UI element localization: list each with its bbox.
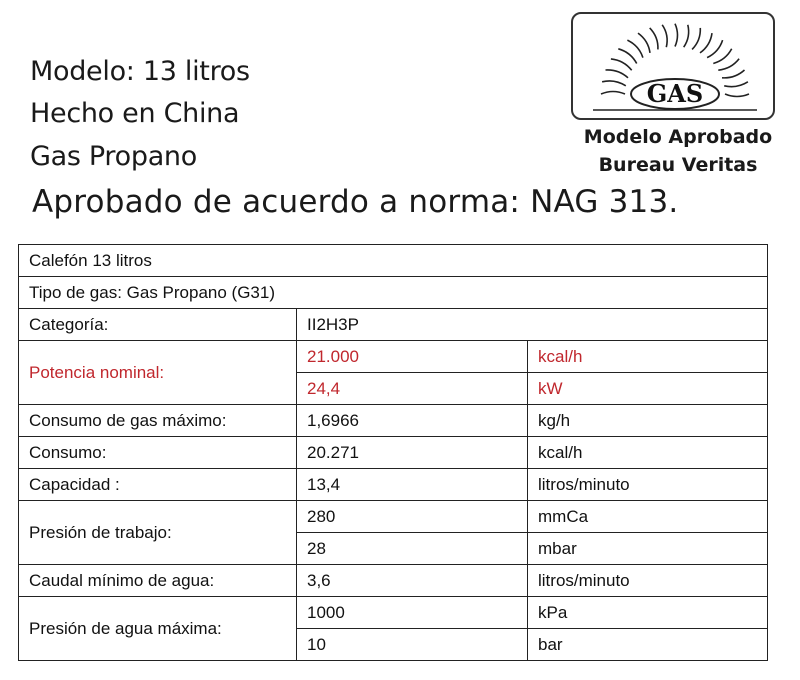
capacidad-value: 13,4 (297, 469, 528, 501)
gas-text: Gas Propano (30, 141, 197, 172)
table-row (19, 501, 768, 533)
potencia-value-2: 24,4 (297, 373, 528, 405)
sun-ray (606, 70, 629, 78)
sun-ray (602, 81, 626, 86)
spec-table (18, 244, 768, 661)
table-row (19, 565, 768, 597)
presion-trabajo-value-2: 28 (297, 533, 528, 565)
capacidad-unit: litros/minuto (528, 469, 768, 501)
sun-ray (601, 92, 625, 95)
table-row (19, 245, 768, 277)
sun-ray (675, 24, 678, 47)
table-row (19, 437, 768, 469)
table-row (19, 277, 768, 309)
consumo-max-unit: kg/h (528, 405, 768, 437)
table-row (19, 597, 768, 629)
table-title: Calefón 13 litros (19, 245, 768, 277)
presion-agua-value-1: 1000 (297, 597, 528, 629)
consumo-value: 20.271 (297, 437, 528, 469)
approved-line-1: Modelo Aprobado (583, 126, 773, 148)
presion-trabajo-unit-1: mmCa (528, 501, 768, 533)
potencia-value-1: 21.000 (297, 341, 528, 373)
presion-agua-label: Presión de agua máxima: (19, 597, 297, 661)
potencia-label: Potencia nominal: (19, 341, 297, 405)
approved-line-2: Bureau Veritas (598, 154, 758, 176)
presion-agua-unit-1: kPa (528, 597, 768, 629)
presion-agua-value-2: 10 (297, 629, 528, 661)
sun-ray (700, 33, 712, 53)
sun-ray (692, 28, 700, 50)
origin-text: Hecho en China (30, 98, 240, 129)
sun-ray (611, 59, 632, 70)
potencia-unit-1: kcal/h (528, 341, 768, 373)
gas-type-cell: Tipo de gas: Gas Propano (G31) (19, 277, 768, 309)
model-text: Modelo: 13 litros (30, 56, 250, 87)
sun-ray (725, 94, 749, 97)
capacidad-label: Capacidad : (19, 469, 297, 501)
table-row (19, 405, 768, 437)
consumo-label: Consumo: (19, 437, 297, 469)
consumo-unit: kcal/h (528, 437, 768, 469)
sun-ray (724, 82, 748, 87)
norma-text: Aprobado de acuerdo a norma: NAG 313. (32, 184, 679, 220)
table-row (19, 309, 768, 341)
sunburst-icon (573, 14, 775, 120)
presion-trabajo-value-1: 280 (297, 501, 528, 533)
categoria-label: Categoría: (19, 309, 297, 341)
caudal-unit: litros/minuto (528, 565, 768, 597)
caudal-label: Caudal mínimo de agua: (19, 565, 297, 597)
consumo-max-label: Consumo de gas máximo: (19, 405, 297, 437)
presion-trabajo-label: Presión de trabajo: (19, 501, 297, 565)
potencia-unit-2: kW (528, 373, 768, 405)
presion-agua-unit-2: bar (528, 629, 768, 661)
sun-ray (722, 70, 745, 78)
sun-ray (650, 28, 658, 50)
consumo-max-value: 1,6966 (297, 405, 528, 437)
categoria-value: II2H3P (297, 309, 768, 341)
presion-trabajo-unit-2: mbar (528, 533, 768, 565)
sun-ray (684, 25, 689, 47)
caudal-value: 3,6 (297, 565, 528, 597)
seal-gas-text: GAS (646, 79, 704, 108)
table-row (19, 341, 768, 373)
gas-seal-logo (571, 12, 775, 120)
table-row (19, 469, 768, 501)
sun-ray (662, 25, 667, 47)
